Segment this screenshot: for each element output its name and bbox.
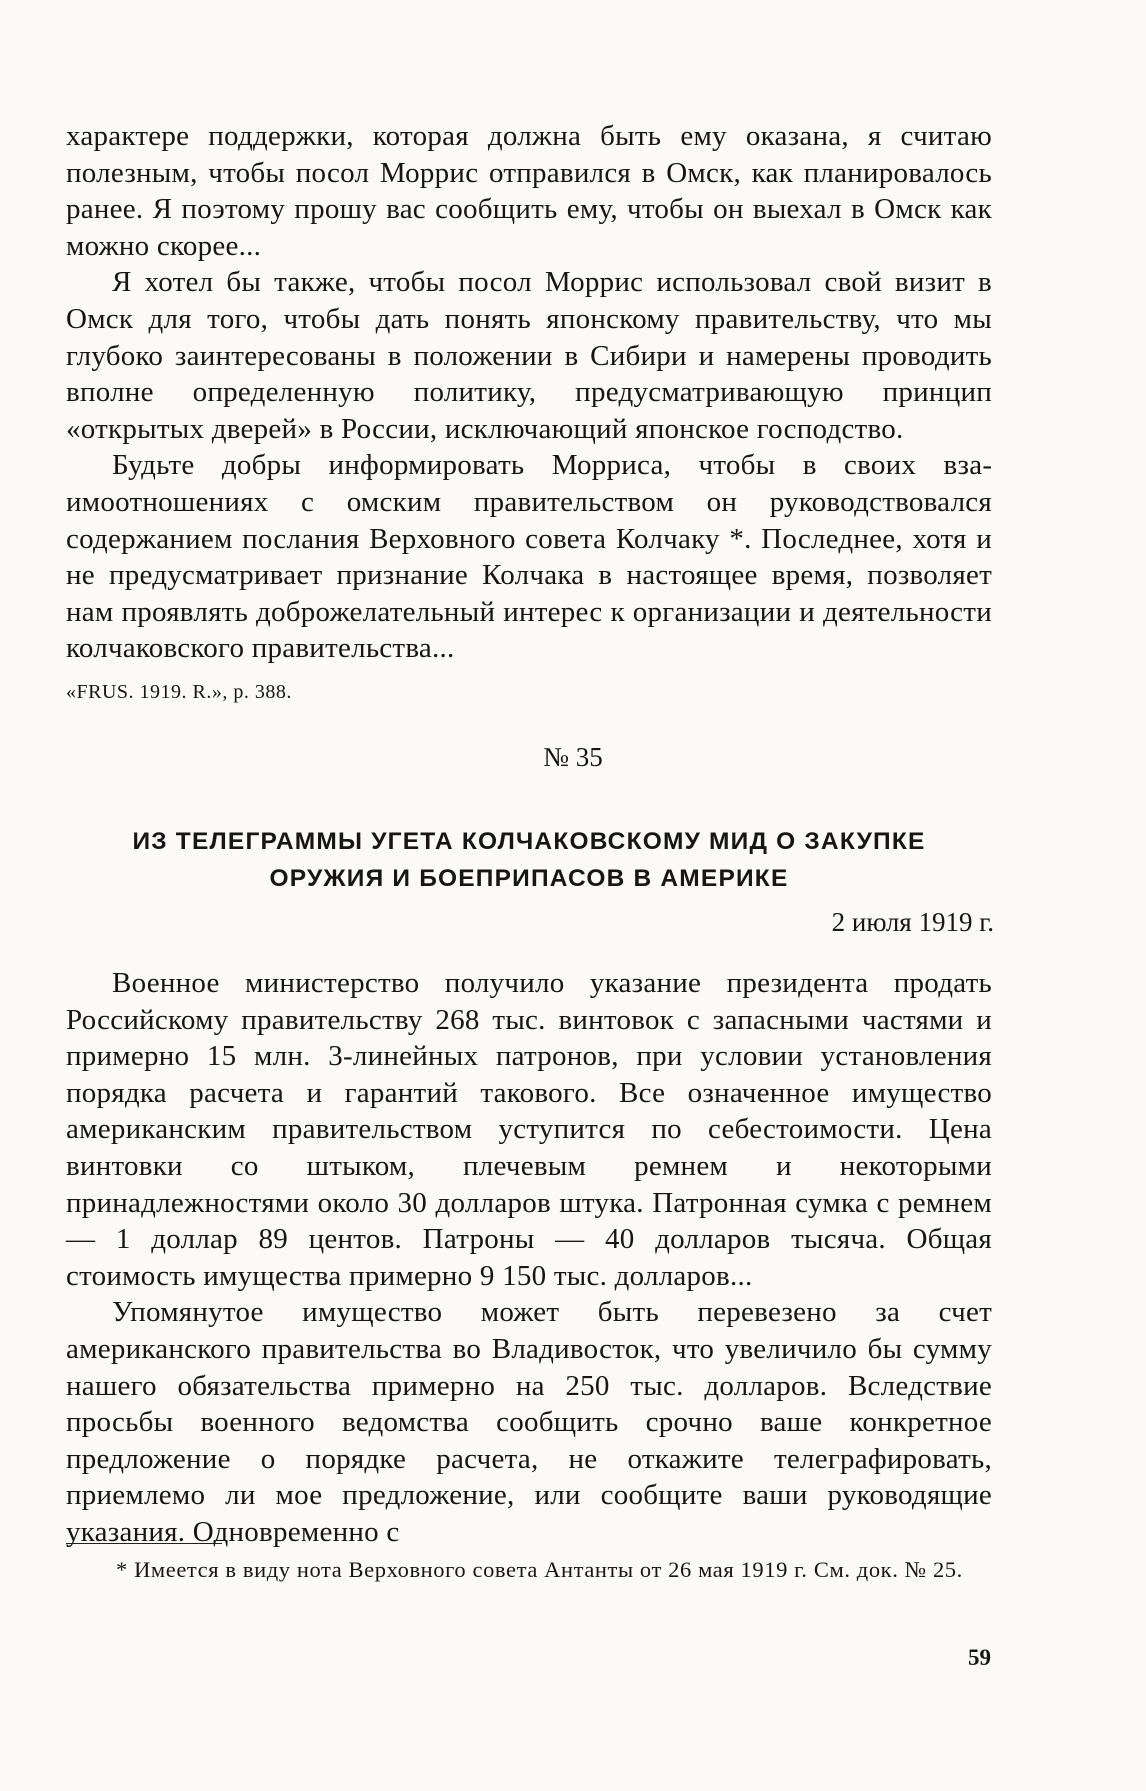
document-date: 2 июля 1919 г. <box>831 907 994 937</box>
footnote-divider <box>66 1543 222 1544</box>
heading-line: ИЗ ТЕЛЕГРАММЫ УГЕТА КОЛЧАКОВСКОМУ МИД О ЗАКУПКЕ <box>132 828 926 855</box>
paragraph: Упомянутое имущество может быть перевезено за счет американского правительства во Владивосток, что увеличило бы сумму нашего обязательства примерно на 250 тыс. долларов. Вследствие просьбы военного ведомства сообщить срочно ваше конкретное предложение о порядке расчета, не откажите телеграфировать, приемлемо ли мое предложение, или сообщите ваши руководящие указания. Одновременно с <box>66 1296 992 1548</box>
source-citation: «FRUS. 1919. R.», p. 388. <box>66 681 292 703</box>
document-heading <box>66 823 992 897</box>
top-text-section <box>66 118 992 667</box>
footnote <box>66 1555 992 1585</box>
document-number: № 35 <box>543 742 603 772</box>
heading-line: ОРУЖИЯ И БОЕПРИПАСОВ В АМЕРИКЕ <box>269 865 789 892</box>
footnote-text: * Имеется в виду нота Верховного совета Антанты от 26 мая 1919 г. См. док. № 25. <box>116 1557 963 1582</box>
paragraph-continued: характере поддержки, которая должна быть ему оказана, я считаю полезным, чтобы посол Моррис отправился в Омск, как планировалось ранее. Я поэтому прошу вас сообщить ему, чтобы он выехал в Омск как можно скорее... <box>66 120 992 262</box>
document-body <box>66 965 992 1551</box>
paragraph: Я хотел бы также, чтобы посол Моррис использовал свой визит в Омск для того, чтобы дать понять японскому правительству, что мы глубоко заинтересованы в положении в Сибири и намерены проводить вполне определенную политику, предусматривающую принцип «открытых дверей» в России, исключающий японское господство. <box>66 266 992 445</box>
paragraph: Военное министерство получило указание президента продать Российскому правительству 268 тыс. винтовок с запасными частями и примерно 15 млн. 3-линейных патронов, при условии установления порядка расчета и гарантий такового. Все означенное имущество американским правительством уступится по себестоимости. Цена винтовки со штыком, плечевым ремнем и некоторыми принадлежностями около 30 долларов штука. Патронная сумка с ремнем — 1 доллар 89 центов. Патроны — 40 долларов тысяча. Общая стоимость имущества примерно 9 150 тыс. долларов... <box>66 967 992 1292</box>
paragraph: Будьте добры информировать Морриса, чтобы в своих взаимоотношениях с омским правительством он руководствовался содержанием послания Верховного совета Колчаку *. Последнее, хотя и не предусматривает признание Колчака в настоящее время, позволяет нам проявлять доброжелательный интерес к организации и деятельности колчаковского правительства... <box>66 449 992 665</box>
page-number: 59 <box>968 1645 991 1670</box>
